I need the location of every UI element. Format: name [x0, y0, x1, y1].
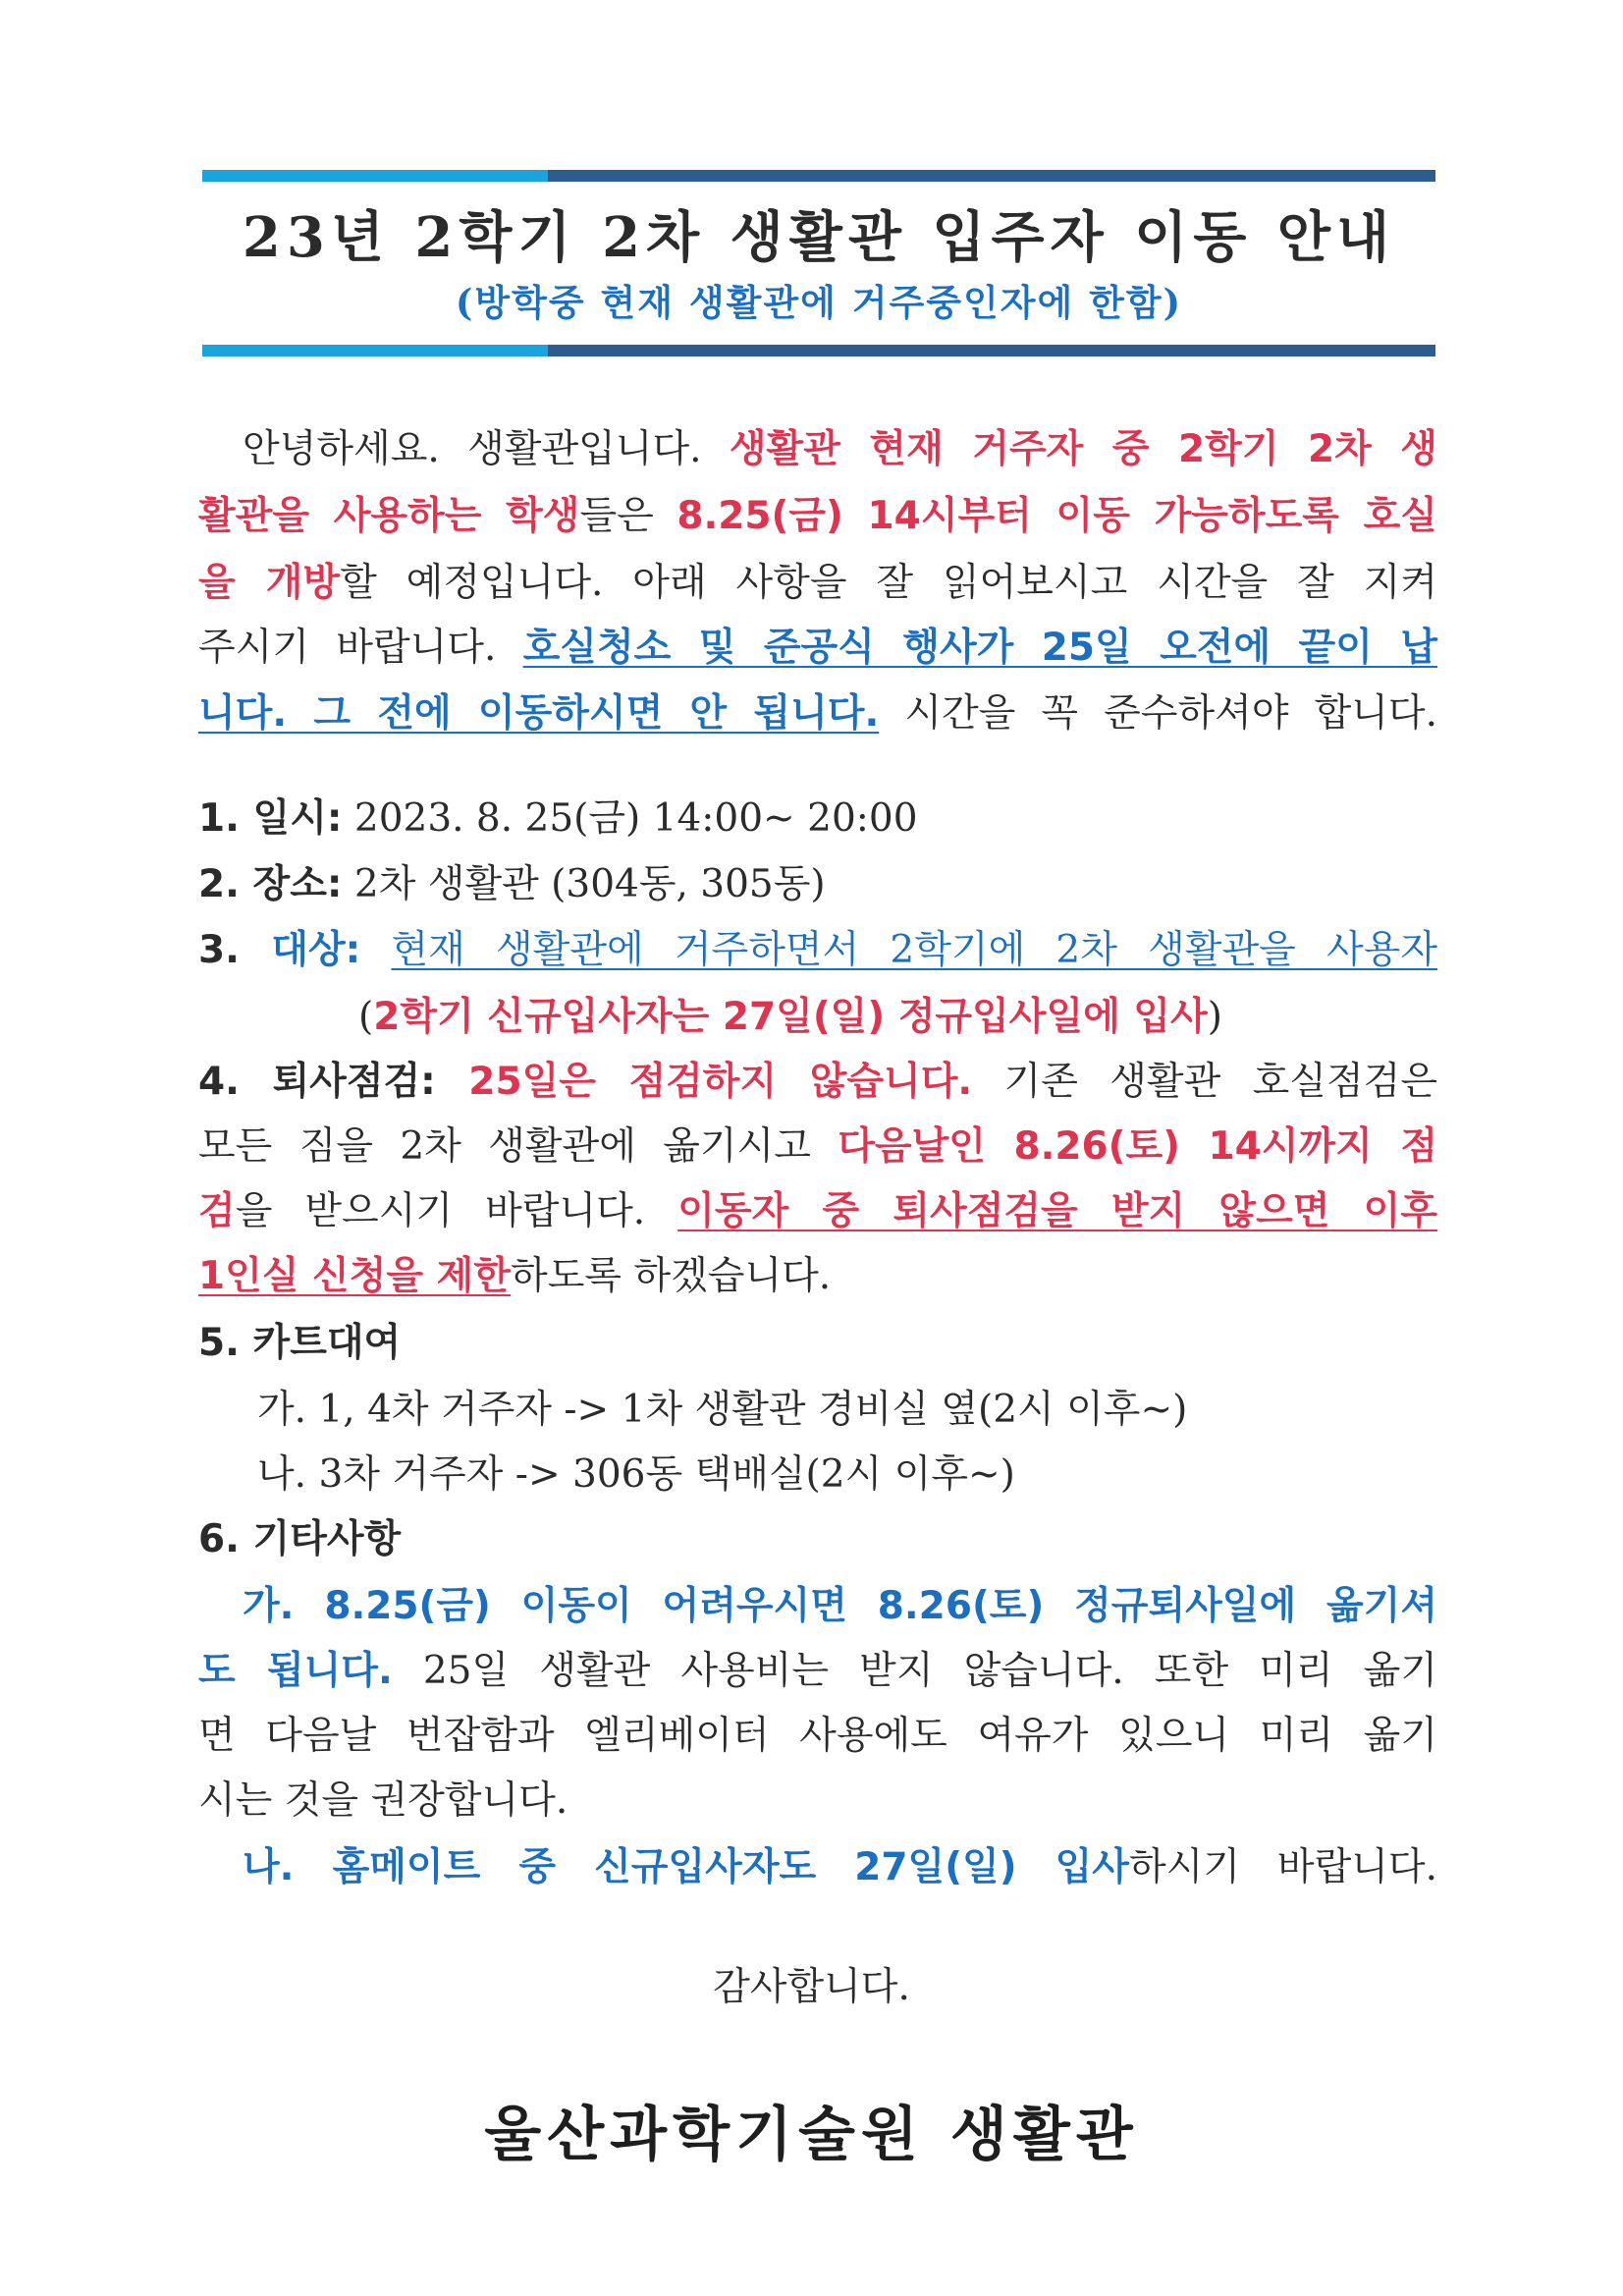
item-label: 4. 퇴사점검:: [198, 1060, 436, 1104]
paren-open: (: [358, 995, 374, 1039]
item-target: [198, 927, 1437, 974]
item-schedule: [198, 795, 1437, 843]
item-inspection-2: [198, 1123, 1437, 1171]
item-highlight: 검: [198, 1189, 236, 1233]
item-highlight: 도 됩니다.: [198, 1649, 393, 1693]
intro-warning-cont: 니다. 그 전에 이동하시면 안 됩니다.: [198, 691, 880, 736]
intro-text: 시간을 꼭 준수하셔야 합니다.: [879, 691, 1437, 736]
item-highlight: 25일은 점검하지 않습니다.: [435, 1060, 973, 1104]
intro-line-1: [243, 426, 1437, 473]
item-etc-heading: 6. 기타사항: [198, 1517, 402, 1561]
item-number: 3.: [198, 928, 272, 972]
item-cart-b: 나. 3차 거주자 -> 306동 택배실(2시 이후~): [257, 1452, 1015, 1497]
intro-line-4: [198, 625, 1437, 672]
bottom-rule: [202, 345, 1435, 356]
paren-close: ): [1207, 995, 1222, 1039]
item-value: 현재 생활관에 거주하면서 2학기에 2차 생활관을 사용자: [391, 928, 1437, 972]
item-etc-a-3: 면 다음날 번잡함과 엘리베이터 사용에도 여유가 있으니 미리 옮기: [198, 1714, 1437, 1758]
item-target-note: [358, 994, 1340, 1041]
intro-line-2: [198, 493, 1437, 540]
closing-thanks: 감사합니다.: [713, 1965, 910, 2009]
item-place: [198, 861, 1437, 908]
intro-highlight-open: 을 개방: [198, 561, 341, 605]
item-value: 2023. 8. 25(금) 14:00~ 20:00: [342, 796, 918, 841]
item-highlight: 나. 홈메이트 중 신규입사자도 27일(일) 입사: [243, 1845, 1129, 1889]
item-text: 모든 짐을 2차 생활관에 옮기시고: [198, 1124, 839, 1169]
item-text: 하시기 바랍니다.: [1128, 1845, 1437, 1889]
item-text: 하도록 하겠습니다.: [511, 1254, 832, 1298]
item-label: 대상:: [271, 928, 361, 972]
item-text: 기존 생활관 호실점검은: [972, 1060, 1437, 1104]
item-value: 2차 생활관 (304동, 305동): [342, 862, 826, 906]
item-text: 을 받으시기 바랍니다.: [235, 1189, 678, 1233]
item-cart-heading: 5. 카트대여: [198, 1321, 402, 1365]
intro-highlight-target-cont: 활관을 사용하는 학생: [198, 494, 580, 538]
item-etc-a-4: 시는 것을 권장합니다.: [198, 1778, 568, 1823]
intro-text: 할 예정입니다. 아래 사항을 잘 읽어보시고 시간을 잘 지켜: [340, 561, 1438, 605]
item-cart-a: 가. 1, 4차 거주자 -> 1차 생활관 경비실 옆(2시 이후~): [257, 1388, 1188, 1432]
item-inspection-1: [198, 1059, 1437, 1106]
item-inspection-4: [198, 1253, 1437, 1300]
item-etc-a-2: [198, 1648, 1437, 1695]
intro-text: 들은: [579, 494, 677, 538]
item-etc-a-1: 가. 8.25(금) 이동이 어려우시면 8.26(토) 정규퇴사일에 옮기셔: [243, 1584, 1437, 1628]
intro-text: 주시기 바랍니다.: [198, 626, 523, 670]
item-warning-cont: 1인실 신청을 제한: [198, 1254, 512, 1298]
item-note: 2학기 신규입사자는 27일(일) 정규입사일에 입사: [373, 995, 1208, 1039]
intro-warning: 호실청소 및 준공식 행사가 25일 오전에 끝이 납: [522, 626, 1437, 670]
intro-line-3: [198, 560, 1437, 607]
item-inspection-3: [198, 1188, 1437, 1235]
organization-signature: 울산과학기술원 생활관: [484, 2101, 1139, 2169]
top-rule: [202, 170, 1435, 182]
intro-highlight-target: 생활관 현재 거주자 중 2학기 2차 생: [729, 427, 1437, 471]
item-text: 25일 생활관 사용비는 받지 않습니다. 또한 미리 옮기: [392, 1649, 1437, 1693]
intro-highlight-time: 8.25(금) 14시부터 이동 가능하도록 호실: [676, 494, 1437, 538]
intro-line-5: [198, 690, 1437, 738]
item-highlight: 다음날인 8.26(토) 14시까지 점: [838, 1124, 1438, 1169]
intro-greeting: 안녕하세요. 생활관입니다.: [243, 427, 730, 471]
item-label: 2. 장소:: [198, 862, 343, 906]
item-warning: 이동자 중 퇴사점검을 받지 않으면 이후: [677, 1189, 1437, 1233]
page-title: 23년 2학기 2차 생활관 입주자 이동 안내: [242, 205, 1396, 270]
item-etc-b: [243, 1844, 1437, 1891]
page-subtitle: (방학중 현재 생활관에 거주중인자에 한함): [455, 281, 1183, 324]
item-label: 1. 일시:: [198, 796, 343, 841]
